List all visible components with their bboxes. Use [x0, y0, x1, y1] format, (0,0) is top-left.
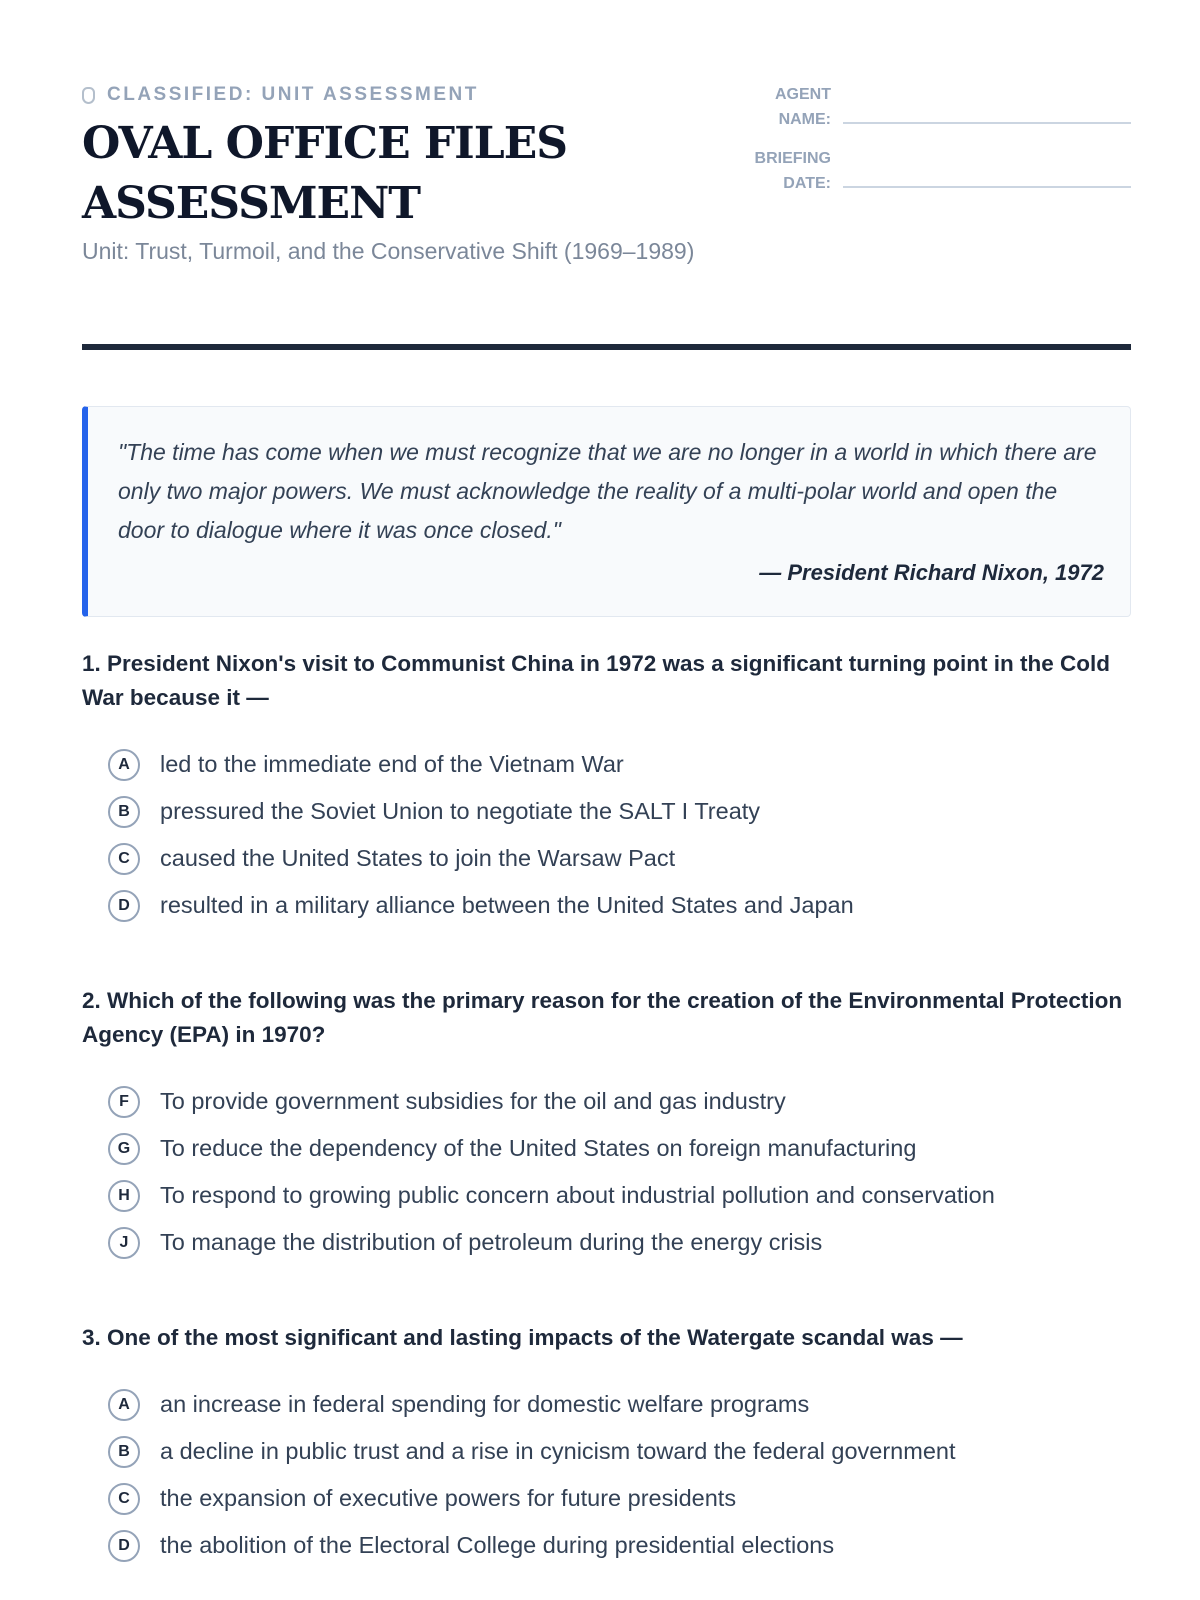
answer-option[interactable] — [108, 1428, 1131, 1475]
header-fields — [751, 80, 1131, 330]
answer-bubble[interactable]: A — [108, 1389, 140, 1421]
question-stem: 1. President Nixon's visit to Communist China in 1972 was a significant turning point in the Cold War because it — — [82, 651, 1110, 710]
answer-option[interactable] — [108, 1475, 1131, 1522]
answer-text: To respond to growing public concern about industrial pollution and conservation — [160, 1182, 995, 1208]
question-2 — [82, 984, 1131, 1266]
answer-option[interactable] — [108, 1381, 1131, 1428]
answer-options — [82, 1381, 1131, 1569]
classified-label — [82, 84, 702, 106]
answer-bubble[interactable]: A — [108, 749, 140, 781]
answer-bubble[interactable]: C — [108, 1483, 140, 1515]
answer-text: the expansion of executive powers for future presidents — [160, 1485, 737, 1511]
answer-text: a decline in public trust and a rise in cynicism toward the federal government — [160, 1438, 956, 1464]
briefing-date-label: BRIEFING DATE: — [754, 150, 831, 192]
answer-bubble[interactable]: D — [108, 890, 140, 922]
answer-bubble[interactable]: H — [108, 1180, 140, 1212]
answer-option[interactable] — [108, 741, 1131, 788]
answer-text: To provide government subsidies for the oil and gas industry — [160, 1088, 786, 1114]
answer-option[interactable] — [108, 1078, 1131, 1125]
quote-block — [82, 406, 1131, 617]
briefing-date-line[interactable] — [843, 186, 1131, 188]
quote-attribution: — President Richard Nixon, 1972 — [759, 560, 1104, 585]
answer-text: pressured the Soviet Union to negotiate the SALT I Treaty — [160, 798, 761, 824]
answer-option[interactable] — [108, 882, 1131, 929]
question-1 — [82, 647, 1131, 929]
answer-text: led to the immediate end of the Vietnam War — [160, 751, 624, 777]
answer-bubble[interactable]: F — [108, 1086, 140, 1118]
question-stem: 2. Which of the following was the primary reason for the creation of the Environmental Protection Agency (EPA) in 1970? — [82, 988, 1123, 1047]
agent-name-line[interactable] — [843, 122, 1131, 124]
question-stem: 3. One of the most significant and lasting impacts of the Watergate scandal was — — [82, 1325, 963, 1350]
answer-options — [82, 741, 1131, 929]
quote-text: "The time has come when we must recognize that we are no longer in a world in which there are only two major powers. We must acknowledge the reality of a multi-polar world and open the door to dialogue where it was once closed." — [118, 439, 1097, 543]
answer-option[interactable] — [108, 788, 1131, 835]
answer-bubble[interactable]: J — [108, 1227, 140, 1259]
shield-icon — [82, 87, 95, 104]
answer-option[interactable] — [108, 1125, 1131, 1172]
assessment-page — [82, 80, 1131, 1569]
answer-text: To reduce the dependency of the United States on foreign manufacturing — [160, 1135, 917, 1161]
agent-name-label: AGENT NAME: — [775, 86, 831, 128]
answer-text: an increase in federal spending for domestic welfare programs — [160, 1391, 810, 1417]
answer-text: the abolition of the Electoral College during presidential elections — [160, 1532, 835, 1558]
answer-text: caused the United States to join the Warsaw Pact — [160, 845, 676, 871]
answer-bubble[interactable]: D — [108, 1530, 140, 1562]
answer-option[interactable] — [108, 1172, 1131, 1219]
answer-bubble[interactable]: C — [108, 843, 140, 875]
answer-text: To manage the distribution of petroleum during the energy crisis — [160, 1229, 823, 1255]
answer-option[interactable] — [108, 835, 1131, 882]
answer-option[interactable] — [108, 1219, 1131, 1266]
agent-name-field[interactable] — [751, 82, 1131, 132]
answer-bubble[interactable]: B — [108, 796, 140, 828]
briefing-date-field[interactable] — [751, 146, 1131, 196]
answer-options — [82, 1078, 1131, 1266]
answer-bubble[interactable]: G — [108, 1133, 140, 1165]
classified-text: CLASSIFIED: UNIT ASSESSMENT — [107, 84, 479, 105]
header-divider — [82, 344, 1131, 350]
answer-bubble[interactable]: B — [108, 1436, 140, 1468]
header — [82, 80, 1131, 330]
answer-option[interactable] — [108, 1522, 1131, 1569]
question-list — [82, 647, 1131, 1569]
header-left — [82, 80, 702, 330]
unit-subtitle: Unit: Trust, Turmoil, and the Conservative Shift (1969–1989) — [82, 238, 695, 264]
page-title: OVAL OFFICE FILES ASSESSMENT — [82, 118, 568, 229]
answer-text: resulted in a military alliance between the United States and Japan — [160, 892, 854, 918]
question-3 — [82, 1321, 1131, 1569]
